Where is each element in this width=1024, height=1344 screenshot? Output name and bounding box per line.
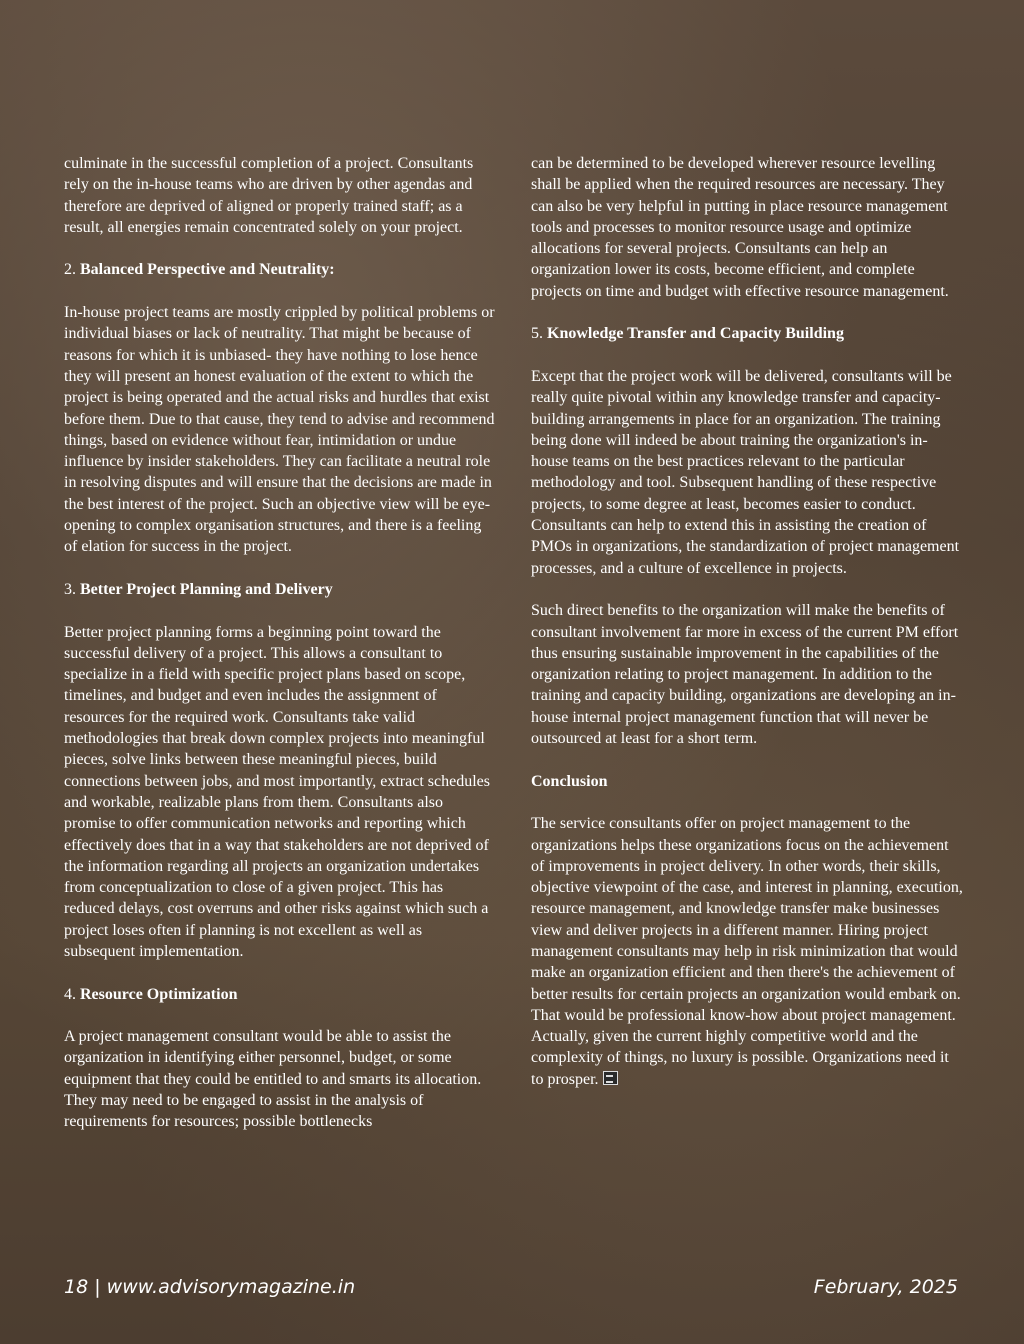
heading-title: Knowledge Transfer and Capacity Building xyxy=(547,325,844,343)
right-column xyxy=(531,153,963,1111)
heading-title: Conclusion xyxy=(531,772,608,790)
left-column xyxy=(64,153,496,1154)
paragraph: Except that the project work will be delivered, consultants will be really quite pivotal within any knowledge transfer and capacity-building arrangements in place for an organization. The training being done will indeed be about training the organization's in-house teams on the best practices relevant to the particular methodology and tool. Subsequent handling of these respective projects, to some degree at least, becomes easier to conduct. Consultants can help to extend this in assisting the creation of PMOs in organizations, the standardization of project management processes, and a culture of excellence in projects. xyxy=(531,367,960,577)
conclusion-heading xyxy=(531,771,963,792)
paragraph: Such direct benefits to the organization will make the benefits of consultant involvement far more in excess of the current PM effort thus ensuring sustainable improvement in the capabilities of the organization relating to project management. In addition to the training and capacity building, organizations are developing an in-house internal project management function that will never be outsourced at least for a short term. xyxy=(531,602,959,748)
paragraph: In-house project teams are mostly crippled by political problems or individual biases or lack of neutrality. That might be because of reasons for which it is unbiased- they have nothing to lose hence they will present an honest evaluation of the extent to which the project is being operated and the actual risks and hurdles that exist before them. Due to that cause, they tend to advise and recommend things, based on evidence without fear, intimidation or undue influence by insider stakeholders. They can facilitate a neutral role in resolving disputes and will ensure that the decisions are made in the best interest of the project. Such an objective view will be eye-opening to complex organisation structures, and there is a feeling of elation for success in the project. xyxy=(64,304,495,556)
section-heading-5 xyxy=(531,323,963,344)
heading-number: 2. xyxy=(64,261,76,279)
paragraph: Better project planning forms a beginning point toward the successful delivery of a project. This allows a consultant to specialize in a field with specific project plans based on scope, timelines, and budget and even includes the assignment of resources for the required work. Consultants take valid methodologies that break down complex projects into meaningful pieces, solve links between these meaningful pieces, build connections between jobs, and most importantly, extract schedules and workable, realizable plans from them. Consultants also promise to offer communication networks and reporting which effectively does that in a way that stakeholders are not deprived of the information regarding all projects an organization undertakes from conceptualization to close of a given project. This has reduced delays, cost overruns and other risks against which such a project loses often if planning is not excellent as well as subsequent implementation. xyxy=(64,623,490,960)
paragraph: culminate in the successful completion of a project. Consultants rely on the in-house teams who are driven by other agendas and therefore are deprived of aligned or properly trained staff; as a result, all energies remain concentrated solely on your project. xyxy=(64,155,474,236)
section-heading-4 xyxy=(64,984,496,1005)
heading-number: 4. xyxy=(64,985,76,1003)
heading-title: Balanced Perspective and Neutrality: xyxy=(80,261,335,279)
heading-title: Better Project Planning and Delivery xyxy=(80,580,333,598)
heading-number: 5. xyxy=(531,325,543,343)
footer-page-url: 18 | www.advisorymagazine.in xyxy=(64,1276,356,1298)
footer-date: February, 2025 xyxy=(813,1276,958,1298)
magazine-end-mark-icon xyxy=(603,1071,618,1085)
conclusion-paragraph xyxy=(531,813,963,1090)
paragraph-text: The service consultants offer on project management to the organizations helps these organizations focus on the achievement of improvements in project delivery. In other words, their skills, objective viewpoint of the case, and interest in planning, execution, resource management, and knowledge transfer make businesses view and deliver projects in a different manner. Hiring project management consultants may help in risk minimization that would make an organization efficient and then there's the achievement of better results for certain projects an organization would embark on. That would be professional know-how about project management. Actually, given the current highly competitive world and the complexity of things, no luxury is possible. Organizations need it to prosper. xyxy=(531,815,963,1088)
section-heading-3 xyxy=(64,579,496,600)
paragraph: can be determined to be developed wherever resource levelling shall be applied when the required resources are necessary. They can also be very helpful in putting in place resource management tools and processes to monitor resource usage and optimize allocations for several projects. Consultants can help an organization lower its costs, become efficient, and complete projects on time and budget with effective resource management. xyxy=(531,155,949,300)
section-heading-2 xyxy=(64,259,496,280)
paragraph: A project management consultant would be able to assist the organization in identifying either personnel, budget, or some equipment that they could be entitled to and smarts its allocation. They may need to be engaged to assist in the analysis of requirements for resources; possible bottlenecks xyxy=(64,1028,482,1131)
heading-title: Resource Optimization xyxy=(80,985,238,1003)
heading-number: 3. xyxy=(64,580,76,598)
